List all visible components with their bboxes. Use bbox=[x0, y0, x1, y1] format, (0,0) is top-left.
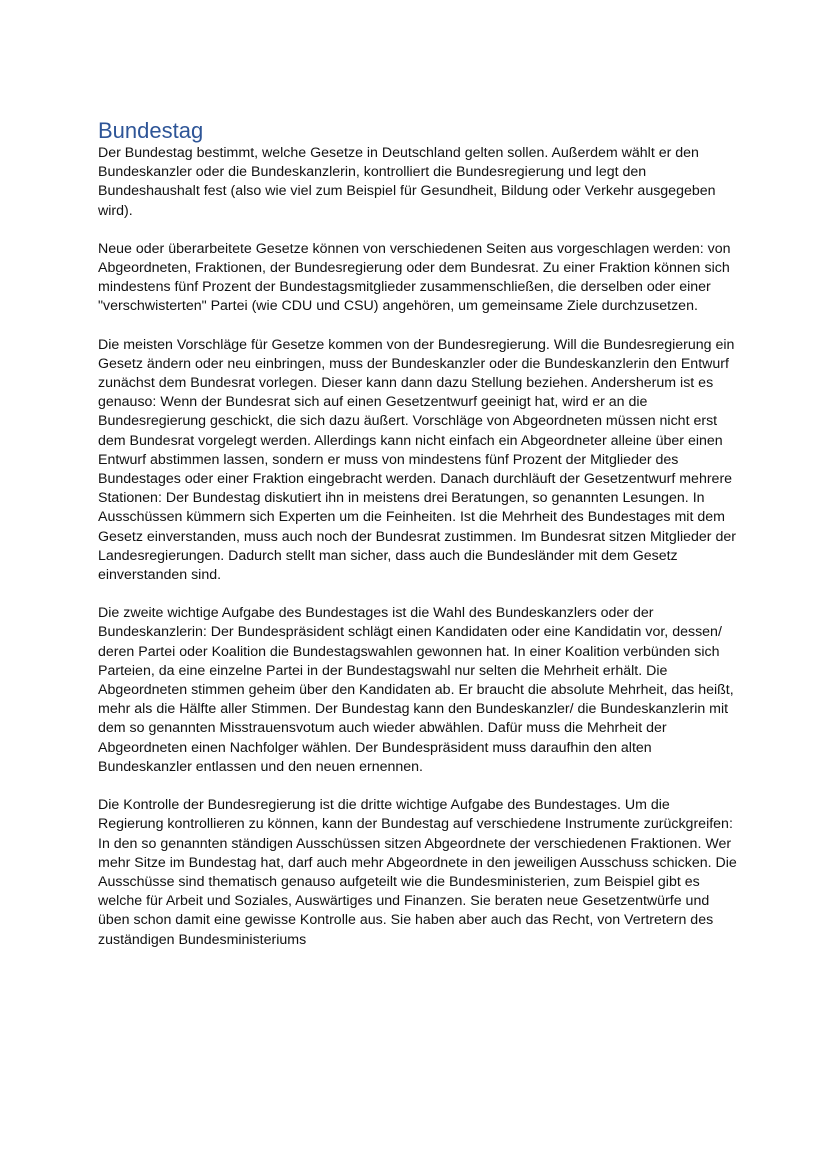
paragraph-government-control: Die Kontrolle der Bundesregierung ist die dritte wichtige Aufgabe des Bundestages. Um die Regierung kontrollieren zu können, kann der Bundestag auf verschiedene Instrumente zurückgreifen: In den so genannten ständigen Ausschüssen sitzen Abgeordnete der verschiedenen Fraktionen. Wer mehr Sitze im Bundestag hat, darf auch mehr Abgeordnete in den jeweiligen Ausschuss schicken. Die Ausschüsse sind thematisch genauso aufgeteilt wie die Bundesministerien, zum Beispiel gibt es welche für Arbeit und Soziales, Auswärtiges und Finanzen. Sie beraten neue Gesetzentwürfe und üben schon damit eine gewisse Kontrolle aus. Sie haben aber auch das Recht, von Vertretern des zuständigen Bundesministeriums bbox=[98, 797, 737, 948]
document-title: Bundestag bbox=[98, 118, 204, 143]
paragraph-legislation-process: Die meisten Vorschläge für Gesetze kommen von der Bundesregierung. Will die Bundesregierung ein Gesetz ändern oder neu einbringen, muss der Bundeskanzler oder die Bundeskanzlerin den Entwurf zunächst dem Bundesrat vorlegen. Dieser kann dann dazu Stellung beziehen. Andersherum ist es genauso: Wenn der Bundesrat sich auf einen Gesetzentwurf geeinigt hat, wird er an die Bundesregierung geschickt, die sich dazu äußert. Vorschläge von Abgeordneten müssen nicht erst dem Bundesrat vorgelegt werden. Allerdings kann nicht einfach ein Abgeordneter alleine über einen Entwurf abstimmen lassen, sondern er muss von mindestens fünf Prozent der Mitglieder des Bundestages oder einer Fraktion eingebracht werden. Danach durchläuft der Gesetzentwurf mehrere Stationen: Der Bundestag diskutiert ihn in meistens drei Beratungen, so genannten Lesungen. In Ausschüssen kümmern sich Experten um die Feinheiten. Ist die Mehrheit des Bundestages mit dem Gesetz einverstanden, muss auch noch der Bundesrat zustimmen. Im Bundesrat sitzen Mitglieder der Landesregierungen. Dadurch stellt man sicher, dass auch die Bundesländer mit dem Gesetz einverstanden sind. bbox=[98, 336, 736, 584]
paragraph-intro: Der Bundestag bestimmt, welche Gesetze in Deutschland gelten sollen. Außerdem wählt er den Bundeskanzler oder die Bundeskanzlerin, kontrolliert die Bundesregierung und legt den Bundeshaushalt fest (also wie viel zum Beispiel für Gesundheit, Bildung oder Verkehr ausgegeben wird). bbox=[98, 145, 716, 219]
paragraph-chancellor-election: Die zweite wichtige Aufgabe des Bundestages ist die Wahl des Bundeskanzlers oder der Bundeskanzlerin: Der Bundespräsident schlägt einen Kandidaten oder eine Kandidatin vor, dessen/ deren Partei oder Koalition die Bundestagswahlen gewonnen hat. In einer Koalition verbünden sich Parteien, da eine einzelne Partei in der Bundestagswahl nur selten die Mehrheit erhält. Die Abgeordneten stimmen geheim über den Kandidaten ab. Er braucht die absolute Mehrheit, das heißt, mehr als die Hälfte aller Stimmen. Der Bundestag kann den Bundeskanzler/ die Bundeskanzlerin mit dem so genannten Misstrauensvotum auch wieder abwählen. Dafür muss die Mehrheit der Abgeordneten einen Nachfolger wählen. Der Bundespräsident muss daraufhin den alten Bundeskanzler entlassen und den neuen ernennen. bbox=[98, 605, 734, 775]
paragraph-legislation-proposals: Neue oder überarbeitete Gesetze können von verschiedenen Seiten aus vorgeschlagen werden: von Abgeordneten, Fraktionen, der Bundesregierung oder dem Bundesrat. Zu einer Fraktion können sich mindestens fünf Prozent der Bundestagsmitglieder zusammenschließen, die derselben oder einer "verschwisterten" Partei (wie CDU und CSU) angehören, um gemeinsame Ziele durchzusetzen. bbox=[98, 240, 731, 315]
document-page bbox=[98, 118, 738, 950]
